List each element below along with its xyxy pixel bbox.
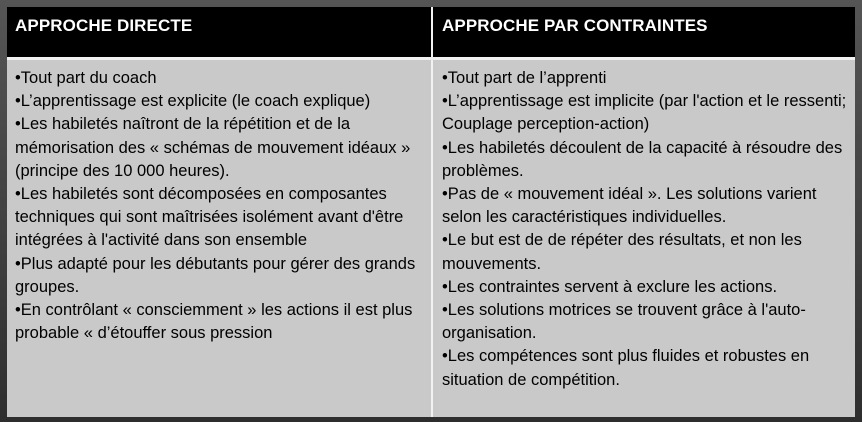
right-column-body — [431, 60, 855, 417]
list-item: •Plus adapté pour les débutants pour gérer des grands groupes. — [15, 254, 416, 296]
header-approche-par-contraintes: APPROCHE PAR CONTRAINTES — [431, 7, 855, 60]
list-item: •Les habiletés naîtront de la répétition et de la mémorisation des « schémas de mouvement idéaux » (principe des 10 000 heures). — [15, 115, 411, 180]
list-item: •Les habiletés sont décomposées en composantes techniques qui sont maîtrisées isolément avant d'être intégrées à l'activité dans son ensemble — [15, 185, 404, 250]
list-item: •Les habiletés découlent de la capacité à résoudre des problèmes. — [442, 138, 843, 180]
list-item: •Tout part de l’apprenti — [442, 69, 607, 87]
list-item: •Les solutions motrices se trouvent grâce à l'auto-organisation. — [442, 301, 806, 343]
list-item: •Les contraintes servent à exclure les actions. — [442, 277, 778, 296]
list-item: •Le but est de de répéter des résultats, et non les mouvements. — [442, 231, 802, 273]
list-item: •Pas de « mouvement idéal ». Les solutions varient selon les caractéristiques individuelles. — [442, 185, 817, 227]
left-column-body — [7, 60, 431, 417]
list-item: •En contrôlant « consciemment » les actions il est plus probable « d’étouffer sous pression — [15, 301, 413, 343]
list-item: •L’apprentissage est implicite (par l'action et le ressenti; Couplage perception-action) — [442, 92, 847, 134]
comparison-table — [7, 7, 855, 417]
list-item: •Les compétences sont plus fluides et robustes en situation de compétition. — [442, 347, 810, 389]
list-item: •L’apprentissage est explicite (le coach explique) — [15, 92, 371, 111]
list-item: •Tout part du coach — [15, 69, 157, 87]
header-approche-directe: APPROCHE DIRECTE — [7, 7, 431, 60]
